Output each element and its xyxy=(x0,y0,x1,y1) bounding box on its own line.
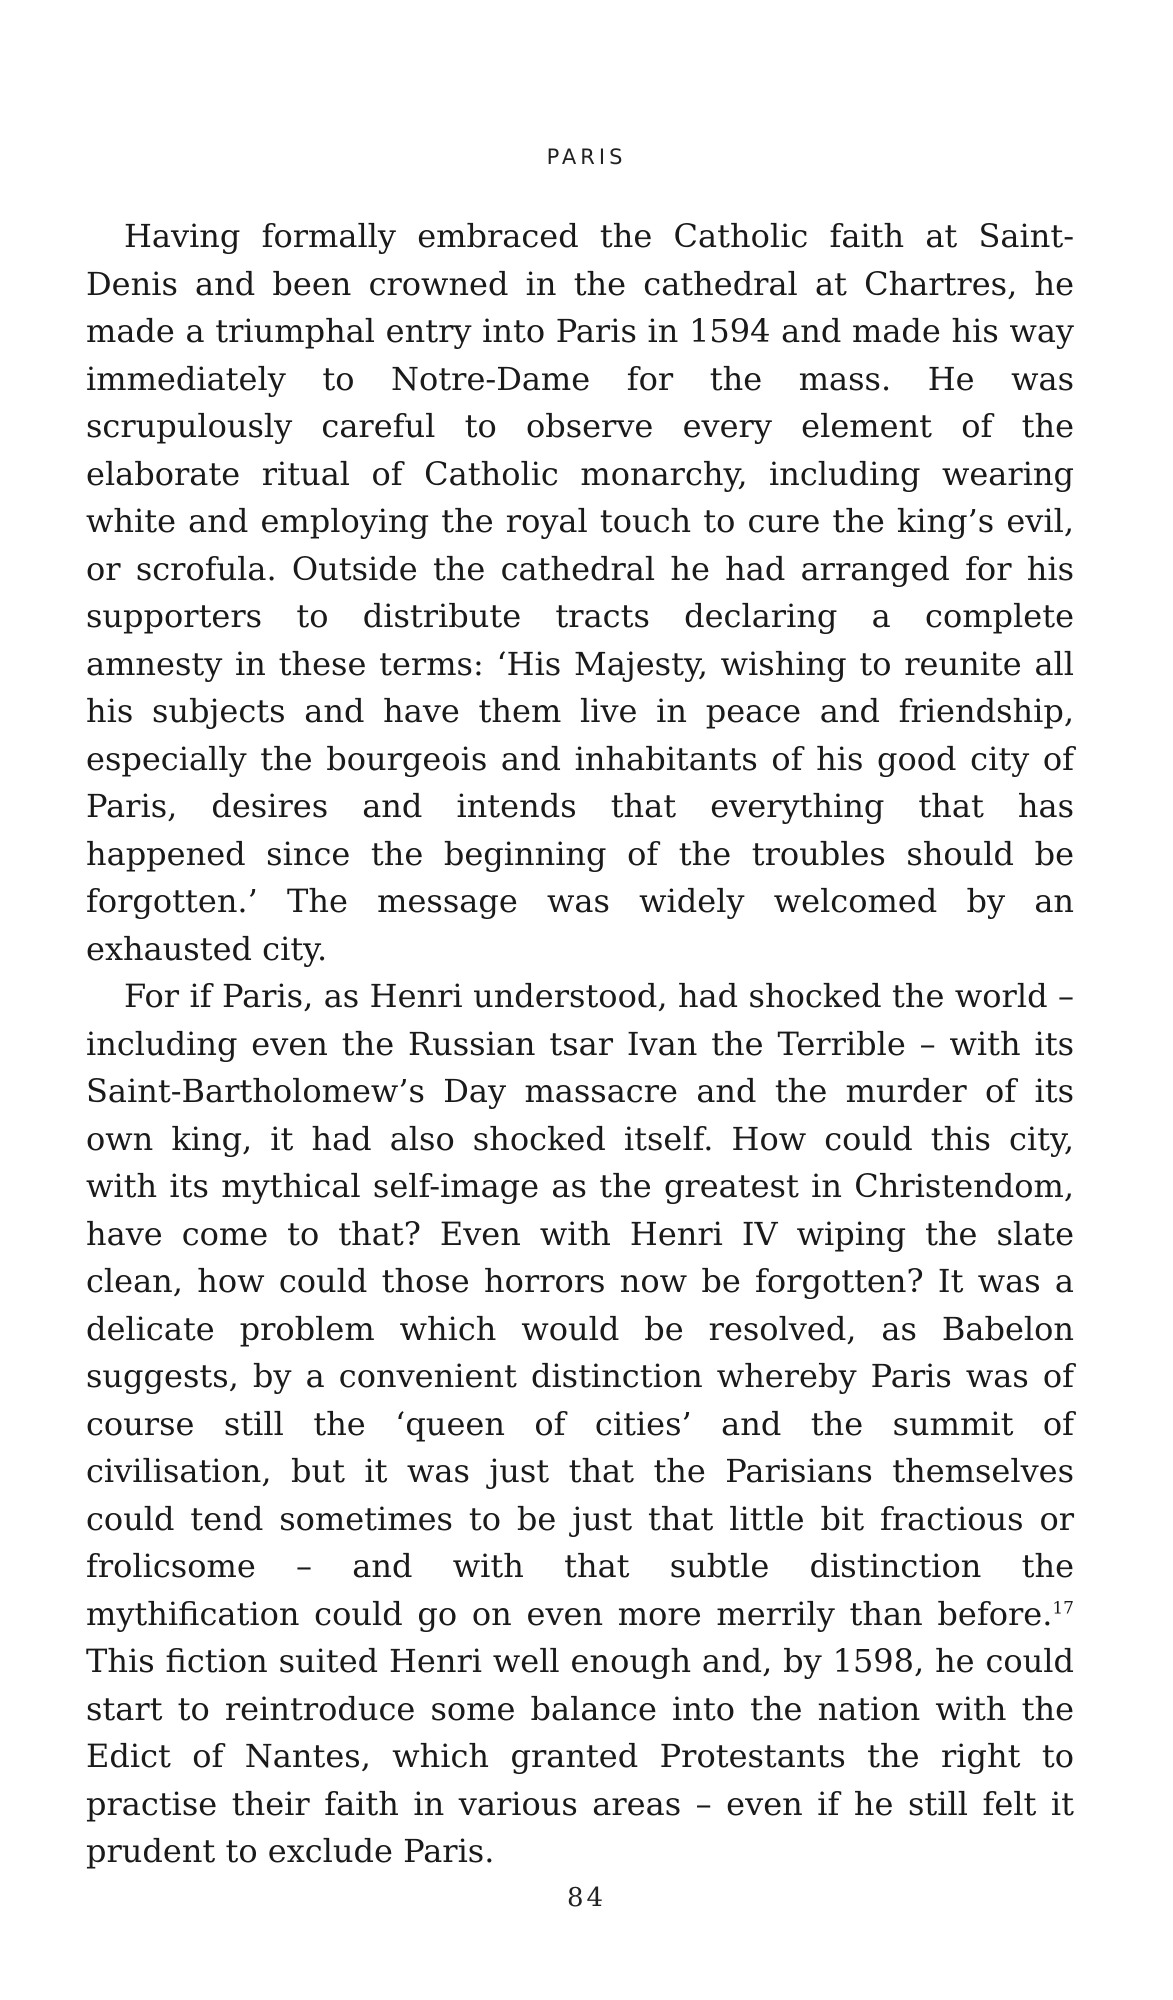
running-header: PARIS xyxy=(546,145,627,169)
page-number: 84 xyxy=(566,1883,607,1913)
paragraph-2 xyxy=(86,973,1074,1876)
footnote-reference: 17 xyxy=(1052,1597,1074,1618)
paragraph-1: Having formally embraced the Catholic faith at Saint-Denis and been crowned in the cathedral at Chartres, he made a triumphal entry into Paris in 1594 and made his way immediately to Notre-Dame for the mass. He was scrupulously careful to observe every element of the elaborate ritual of Catholic monarchy, including wearing white and employing the royal touch to cure the king’s evil, or scrofula. Outside the cathedral he had arranged for his supporters to distribute tracts declaring a complete amnesty in these terms: ‘His Majesty, wishing to reunite all his subjects and have them live in peace and friendship, especially the bourgeois and inhabitants of his good city of Paris, desires and intends that everything that has happened since the beginning of the troubles should be forgotten.’ The message was widely welcomed by an exhausted city. xyxy=(86,217,1074,968)
body-text xyxy=(86,213,1074,1876)
paragraph-2-text-before-note: For if Paris, as Henri understood, had shocked the world – including even the Russian tsar Ivan the Terrible – with its Saint-Bartholomew’s Day massacre and the murder of its own king, it had also shocked itself. How could this city, with its mythical self-image as the greatest in Christendom, have come to that? Even with Henri IV wiping the slate clean, how could those horrors now be forgotten? It was a delicate problem which would be resolved, as Babelon suggests, by a convenient distinction whereby Paris was of course still the ‘queen of cities’ and the summit of civilisation, but it was just that the Parisians themselves could tend sometimes to be just that little bit fractious or frolicsome – and with that subtle distinction the mythification could go on even more merrily than before. xyxy=(86,977,1074,1633)
paragraph-2-text-after-note: This fiction suited Henri well enough and, by 1598, he could start to reintroduce some balance into the nation with the Edict of Nantes, which granted Protestants the right to practise their faith in various areas – even if he still felt it prudent to exclude Paris. xyxy=(86,1642,1074,1870)
